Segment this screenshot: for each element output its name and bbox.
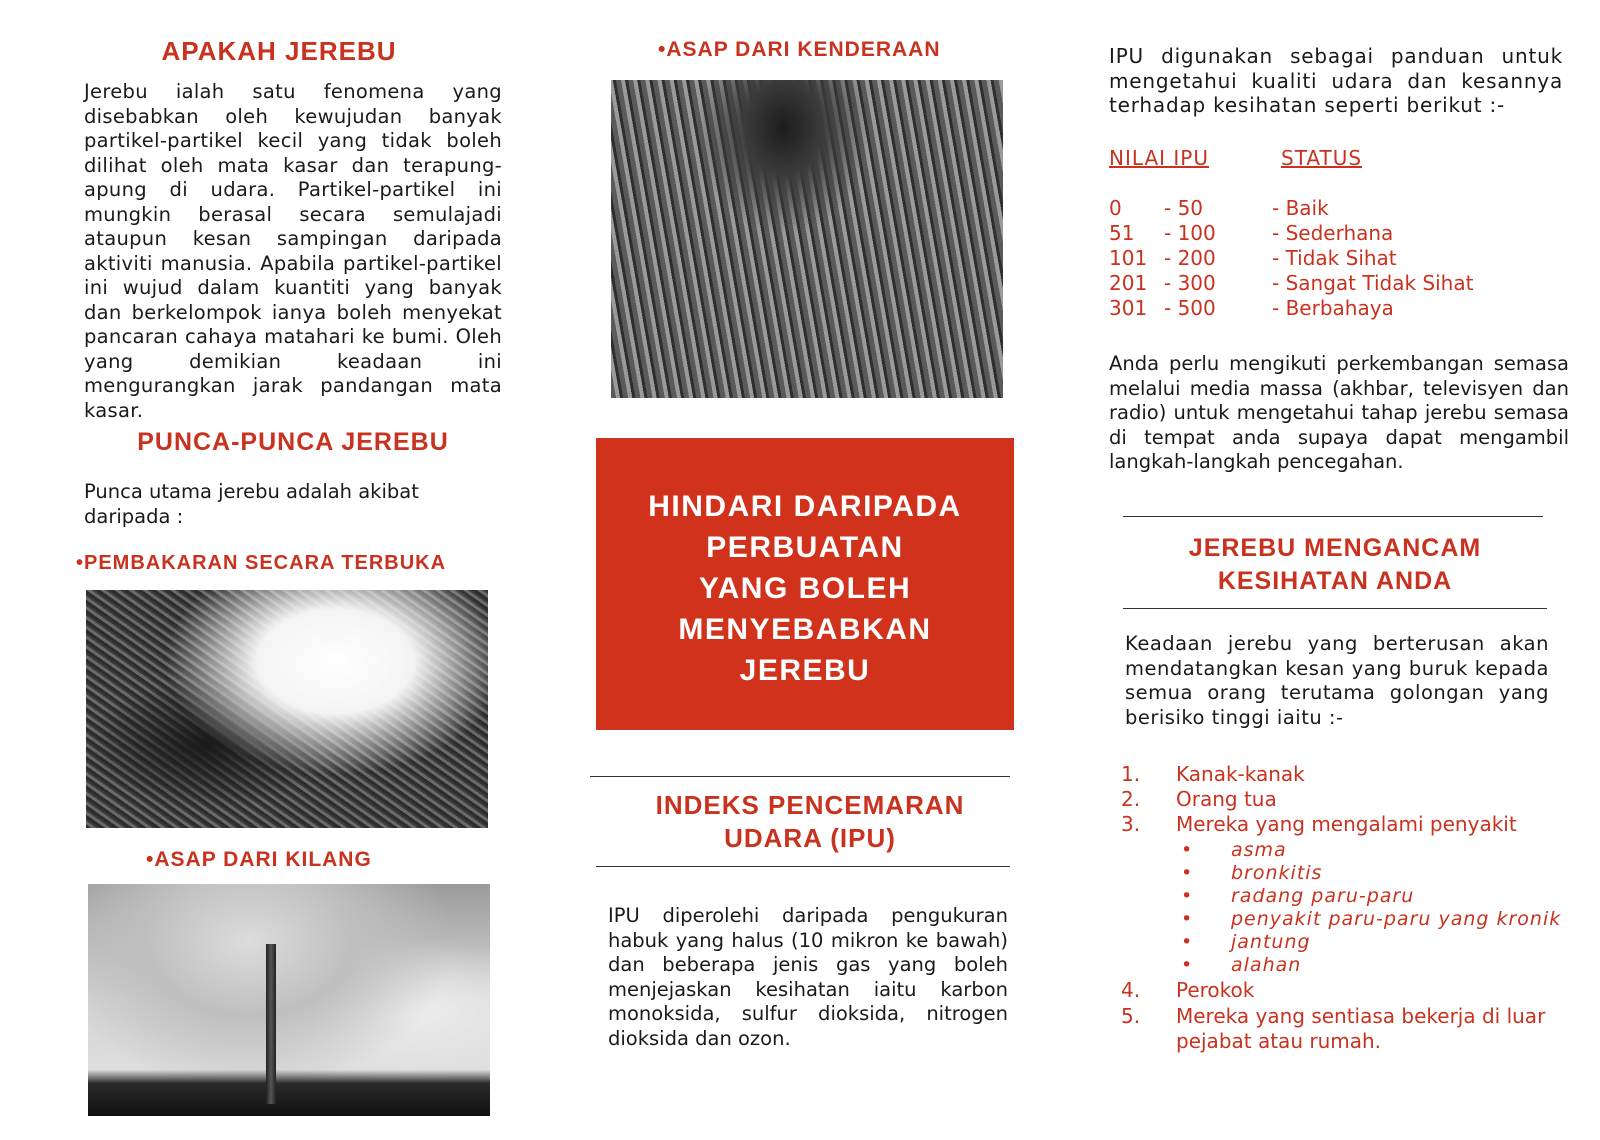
ipu-range-low: 201	[1109, 271, 1148, 295]
chimney-shape	[266, 944, 276, 1104]
ipu-range-high: - 300	[1164, 271, 1216, 295]
bullet-dot: •	[1181, 931, 1194, 953]
slogan-line: JEREBU	[739, 654, 871, 687]
ipu-range-low: 301	[1109, 296, 1148, 320]
heading-ancam-line2: KESIHATAN ANDA	[1217, 567, 1453, 595]
ipu-row	[1109, 196, 1569, 222]
ipu-status: - Sederhana	[1272, 221, 1394, 245]
bullet-dot: •	[1181, 885, 1194, 907]
ipu-table	[1109, 196, 1569, 336]
risk-list	[1121, 762, 1581, 1062]
column-right	[1109, 0, 1575, 1140]
ipu-range-low: 0	[1109, 196, 1122, 220]
list-text: Orang tua	[1176, 787, 1277, 811]
ipu-row	[1109, 271, 1569, 297]
ancam-text: Keadaan jerebu yang berterusan akan mendatangkan kesan yang buruk kepada semua orang terutama golongan yang berisiko tinggi iaitu :-	[1125, 632, 1549, 729]
bullet-asap-kilang: •ASAP DARI KILANG	[146, 848, 372, 871]
ipu-range-high: - 100	[1164, 221, 1216, 245]
slogan-line: MENYEBABKAN	[678, 613, 932, 646]
bullet-dot: •	[1181, 954, 1194, 976]
ipu-status: - Sangat Tidak Sihat	[1272, 271, 1474, 295]
ipu-row	[1109, 246, 1569, 272]
bullet-asap-kenderaan: •ASAP DARI KENDERAAN	[658, 38, 941, 61]
disease-text: bronkitis	[1231, 862, 1323, 884]
list-text: Mereka yang sentiasa bekerja di luar	[1176, 1004, 1546, 1028]
photo-vehicle-traffic	[611, 80, 1003, 398]
heading-ipu-line1: INDEKS PENCEMARAN	[655, 790, 965, 820]
bullet-dot: •	[1181, 862, 1194, 884]
list-text: Mereka yang mengalami penyakit	[1176, 812, 1517, 836]
heading-ipu-line2: UDARA (IPU)	[724, 823, 896, 853]
bullet-dot: •	[1181, 839, 1194, 861]
slogan-line: HINDARI DARIPADA	[648, 490, 962, 523]
ipu-range-high: - 500	[1164, 296, 1216, 320]
photo-open-burning	[86, 590, 488, 828]
divider-rule	[590, 776, 1010, 777]
disease-text: asma	[1231, 839, 1287, 861]
media-advice-text: Anda perlu mengikuti perkembangan semasa melalui media massa (akhbar, televisyen dan radio) untuk mengetahui tahap jerebu semasa di tempat anda supaya dapat mengambil langkah-langkah pencegahan.	[1109, 352, 1569, 473]
heading-ancam-line1: JEREBU MENGANCAM	[1188, 534, 1482, 562]
disease-text: penyakit paru-paru yang kronik	[1231, 908, 1562, 930]
ipu-row	[1109, 296, 1569, 322]
slogan-line: YANG BOLEH	[698, 572, 912, 605]
bullet-dot: •	[1181, 908, 1194, 930]
list-text: Kanak-kanak	[1176, 762, 1305, 786]
ipu-intro-text: IPU digunakan sebagai panduan untuk mengetahui kualiti udara dan kesannya terhadap kesihatan seperti berikut :-	[1109, 44, 1563, 117]
apakah-jerebu-text: Jerebu ialah satu fenomena yang disebabkan oleh kewujudan banyak partikel-partikel kecil yang tidak boleh dilihat oleh mata kasar dan terapung-apung di udara. Partikel-partikel ini mungkin berasal secara semulajadi ataupun kesan sampingan daripada aktiviti manusia. Apabila partikel-partikel ini wujud dalam kuantiti yang banyak dan berkelompok ianya boleh menyekat pancaran cahaya matahari ke bumi. Oleh yang demikian keadaan ini mengurangkan jarak pandangan mata kasar.	[84, 80, 502, 422]
ipu-range-high: - 200	[1164, 246, 1216, 270]
heading-punca-jerebu: PUNCA-PUNCA JEREBU	[137, 428, 449, 456]
divider-rule	[596, 866, 1010, 867]
col-header-status: STATUS	[1281, 146, 1363, 170]
ipu-range-low: 101	[1109, 246, 1148, 270]
disease-text: jantung	[1231, 931, 1311, 953]
ipu-description: IPU diperolehi daripada pengukuran habuk yang halus (10 mikron ke bawah) dan beberapa jenis gas yang boleh menjejaskan kesihatan iaitu karbon monoksida, sulfur dioksida, nitrogen dioksida dan ozon.	[608, 904, 1008, 1050]
disease-text: alahan	[1231, 954, 1302, 976]
ipu-range-low: 51	[1109, 221, 1135, 245]
ipu-status: - Tidak Sihat	[1272, 246, 1397, 270]
heading-apakah-jerebu: APAKAH JEREBU	[161, 36, 397, 66]
list-number: 3.	[1121, 812, 1141, 836]
slogan-line: PERBUATAN	[706, 531, 904, 564]
list-text: Perokok	[1176, 978, 1255, 1002]
photo-factory-smoke	[88, 884, 490, 1116]
list-number: 5.	[1121, 1004, 1141, 1028]
col-header-nilai-ipu: NILAI IPU	[1109, 146, 1209, 170]
ipu-range-high: - 50	[1164, 196, 1204, 220]
column-left	[76, 0, 502, 1140]
disease-text: radang paru-paru	[1231, 885, 1415, 907]
list-number: 1.	[1121, 762, 1141, 786]
ipu-row	[1109, 221, 1569, 247]
divider-rule	[1123, 608, 1547, 609]
divider-rule	[1123, 516, 1543, 517]
punca-text: Punca utama jerebu adalah akibat daripada :	[84, 480, 419, 528]
list-number: 4.	[1121, 978, 1141, 1002]
slogan-box	[596, 438, 1014, 730]
ipu-status: - Baik	[1272, 196, 1329, 220]
bullet-pembakaran-terbuka: •PEMBAKARAN SECARA TERBUKA	[76, 552, 447, 574]
slogan-text	[596, 486, 1014, 691]
list-number: 2.	[1121, 787, 1141, 811]
ipu-status: - Berbahaya	[1272, 296, 1394, 320]
list-text: pejabat atau rumah.	[1176, 1029, 1382, 1053]
